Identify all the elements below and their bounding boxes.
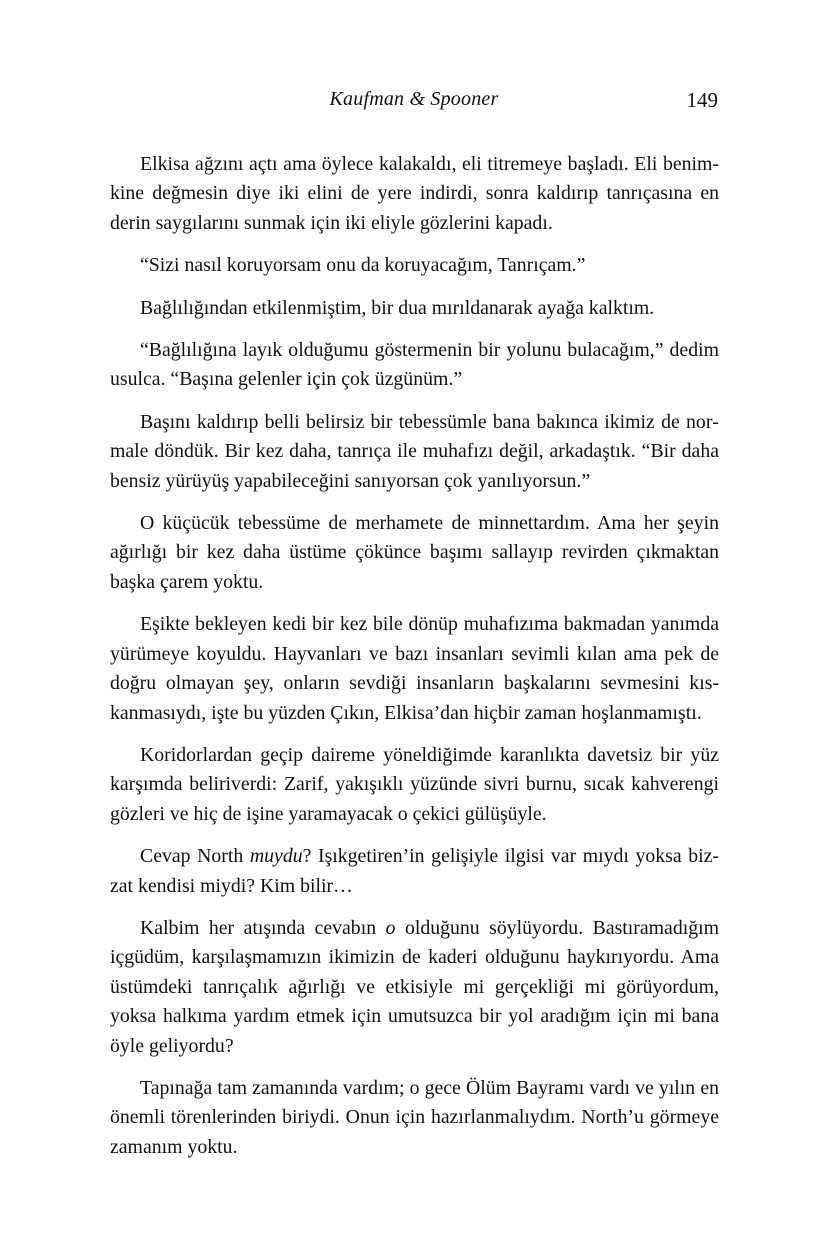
paragraph — [110, 610, 719, 728]
paragraph — [110, 150, 719, 238]
paragraph-text: Tapınağa tam zamanında vardım; o gece Ölüm Bayramı vardı ve yılın en önemli törenlerinden biriydi. Onun için hazırlanmalıydım. North’u görmeye zamanım yoktu. — [110, 1076, 719, 1158]
paragraph — [110, 914, 719, 1061]
paragraph-text: Kalbim her atışında cevabın — [140, 916, 386, 939]
paragraph — [110, 741, 719, 829]
paragraph — [110, 842, 719, 901]
paragraph-text: ? Işıkgetiren’in gelişiyle ilgisi var mıydı yoksa bizzat kendisi miydi? Kim bilir… — [110, 845, 720, 897]
emphasis-text: muydu — [249, 845, 303, 868]
paragraph-text: “Bağlılığına layık olduğumu göstermenin bir yolunu bulacağım,” dedim usulca. “Başına gelenler için çok üzgünüm.” — [110, 339, 719, 391]
paragraph-text: Bağlılığından etkilenmiştim, bir dua mırıldanarak ayağa kalktım. — [140, 296, 655, 319]
page-number: 149 — [686, 88, 718, 112]
paragraph-text: Başını kaldırıp belli belirsiz bir tebessümle bana bakınca ikimiz de normale döndük. Bir kez daha, tanrıça ile muhafızı değil, arkadaştık. “Bir daha bensiz yürüyüş yapabileceğini sanıyorsan çok yanılıyorsun.” — [110, 410, 719, 492]
paragraph-text: “Sizi nasıl koruyorsam onu da koruyacağım, Tanrıçam.” — [140, 254, 586, 277]
running-header — [110, 88, 718, 118]
paragraph-text: Eşikte bekleyen kedi bir kez bile dönüp muhafızıma bakmadan yanımda yürümeye koyuldu. Hayvanları ve bazı insanları sevimli kılan ama pek de doğru olmayan şey, onların sevdiği insanların başkalarını sevmesini kıskanmasıydı, işte bu yüzden Çıkın, Elkisa’dan hiçbir zaman hoşlanmamıştı. — [110, 613, 719, 724]
paragraph — [110, 408, 719, 496]
running-title: Kaufman & Spooner — [329, 88, 499, 110]
paragraph — [110, 1074, 719, 1162]
paragraph-text: Cevap North — [140, 845, 250, 868]
paragraph — [110, 509, 719, 597]
paragraph — [110, 251, 719, 280]
paragraph — [110, 336, 719, 395]
paragraph — [110, 294, 719, 323]
paragraph-text: olduğunu söylüyordu. Bastıramadığım içgüdüm, karşılaşmamızın ikimizin de kaderi olduğunu haykırıyordu. Ama üstümdeki tanrıçalık ağırlığı ve etkisiyle mi gerçekliği mi görüyordum, yoksa halkıma yardım etmek için umutsuzca bir yol aradığım için mi bana öyle geliyordu? — [110, 916, 719, 1057]
body-text — [110, 150, 719, 1175]
emphasis-text: o — [385, 916, 396, 939]
paragraph-text: Koridorlardan geçip daireme yöneldiğimde karanlıkta davetsiz bir yüz karşımda beliriverdi: Zarif, yakışıklı yüzünde sivri burnu, sıcak kahverengi gözleri ve hiç de işine yaramayacak o çekici gülüşüyle. — [110, 743, 719, 825]
paragraph-text: Elkisa ağzını açtı ama öylece kalakaldı, eli titremeye başladı. Eli benimkine değmesin diye iki elini de yere indirdi, sonra kaldırıp tanrıçasına en derin saygılarını sunmak için iki eliyle gözlerini kapadı. — [110, 153, 719, 234]
paragraph-text: O küçücük tebessüme de merhamete de minnettardım. Ama her şeyin ağırlığı bir kez daha üstüme çökünce başımı sallayıp revirden çıkmaktan başka çarem yoktu. — [110, 512, 719, 593]
